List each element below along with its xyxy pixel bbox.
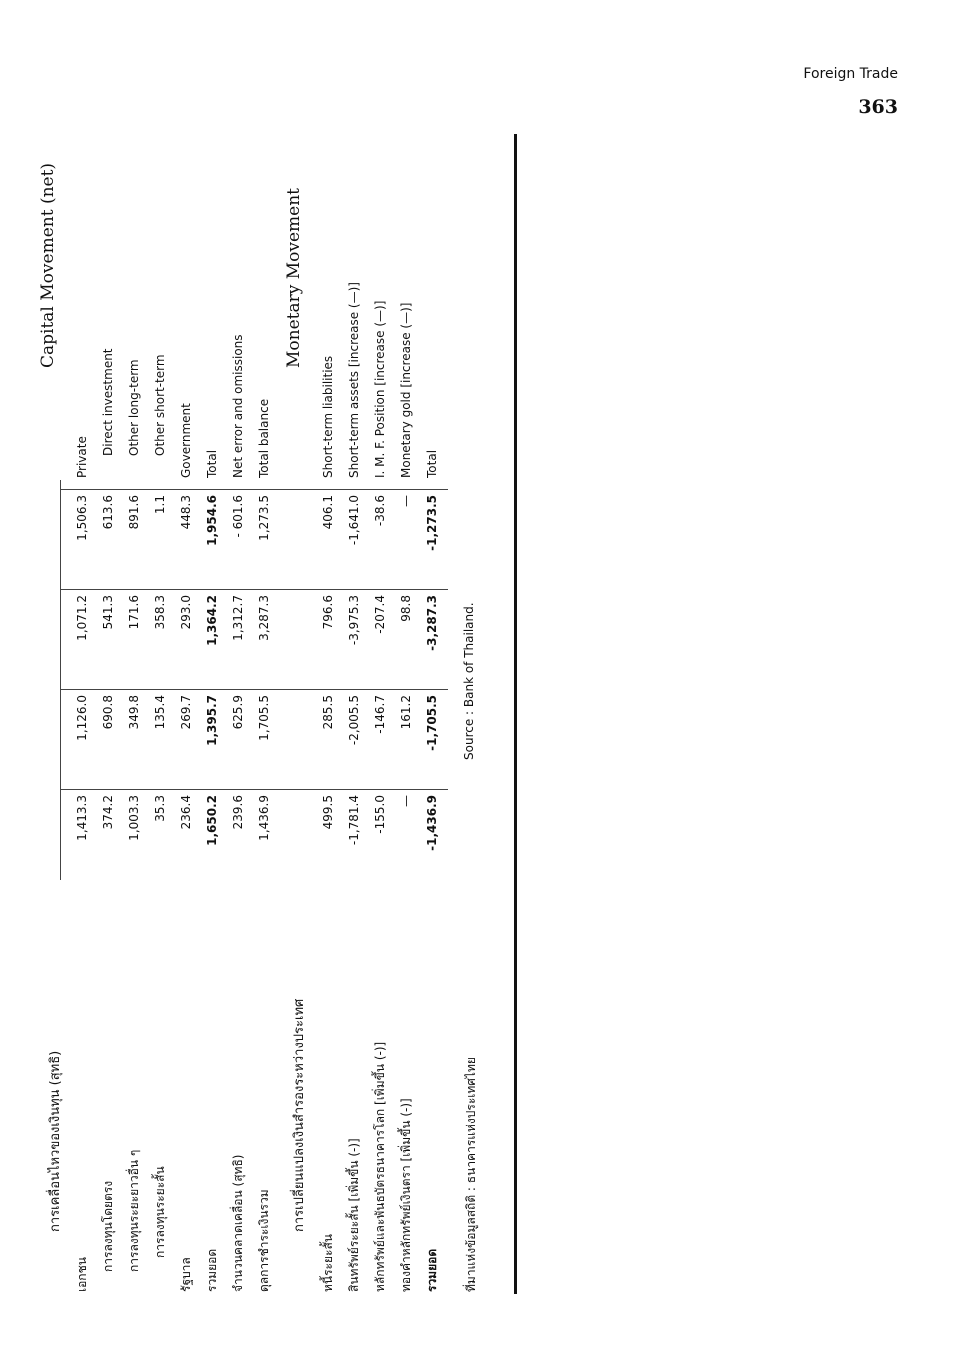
thai-row: การลงทุนระยะสั้น — [153, 1166, 167, 1258]
thai-row: จำนวนคลาดเคลื่อน (สุทธิ) — [231, 1154, 245, 1292]
cell: -38.6 — [373, 495, 387, 527]
cell: 625.9 — [231, 695, 245, 730]
cell: -155.0 — [373, 795, 387, 834]
cell: 285.5 — [321, 695, 335, 730]
cell: 1,071.2 — [75, 595, 89, 641]
table-rule — [60, 480, 61, 880]
eng-row: Total balance — [257, 398, 271, 478]
running-header: Foreign Trade — [803, 66, 898, 82]
cell: 1,395.7 — [205, 695, 219, 746]
cell: — — [399, 495, 413, 507]
cell: 1,364.2 — [205, 595, 219, 646]
rotated-table — [30, 140, 490, 1300]
cell: -3,975.3 — [347, 595, 361, 646]
cell: 1.1 — [153, 495, 167, 515]
thai-row: หลักทรัพย์และพันธบัตรธนาคารโลก [เพิ่มขึ้น (-)] — [373, 1041, 387, 1292]
thai-row: รวมยอด — [205, 1248, 219, 1292]
eng-row: Monetary gold [increase (—)] — [399, 302, 413, 478]
cell: - 601.6 — [231, 495, 245, 538]
cell: 1,954.6 — [205, 495, 219, 546]
cell: 1,003.3 — [127, 795, 141, 841]
cell: 293.0 — [179, 595, 193, 630]
cell: -1,641.0 — [347, 495, 361, 546]
cell: — — [399, 795, 413, 807]
cell: -207.4 — [373, 595, 387, 634]
source-thai: ที่มาแห่งข้อมูลสถิติ : ธนาคารแห่งประเทศไทย — [464, 1057, 478, 1292]
column-rule — [60, 689, 448, 690]
thai-row: ดุลการชำระเงินรวม — [257, 1189, 271, 1292]
eng-row: Total — [205, 449, 219, 478]
cell: -146.7 — [373, 695, 387, 734]
thai-row: การลงทุนระยะยาวอื่น ๆ — [127, 1149, 141, 1272]
cell: 161.2 — [399, 695, 413, 730]
eng-row: Other long-term — [127, 359, 141, 456]
capital-title-eng: Capital Movement (net) — [38, 162, 58, 368]
eng-row: Total — [425, 449, 439, 478]
monetary-title-thai: การเปลี่ยนแปลงเงินสำรองระหว่างประเทศ — [292, 998, 307, 1232]
column-rule — [60, 589, 448, 590]
cell: 358.3 — [153, 595, 167, 630]
cell: 541.3 — [101, 595, 115, 630]
cell: 1,312.7 — [231, 595, 245, 641]
cell: 891.6 — [127, 495, 141, 530]
cell: 499.5 — [321, 795, 335, 830]
cell: 1,705.5 — [257, 695, 271, 741]
eng-row: I. M. F. Position [increase (—)] — [373, 300, 387, 478]
cell: 236.4 — [179, 795, 193, 830]
thai-row: รวมยอด — [425, 1248, 439, 1292]
cell: 374.2 — [101, 795, 115, 830]
eng-row: Short-term assets [increase (—)] — [347, 282, 361, 478]
cell: 1,126.0 — [75, 695, 89, 741]
cell: 239.6 — [231, 795, 245, 830]
source-eng: Source : Bank of Thailand. — [462, 602, 476, 760]
cell: -1,273.5 — [425, 495, 439, 551]
column-rule — [60, 789, 448, 790]
cell: 690.8 — [101, 695, 115, 730]
bottom-rule — [514, 134, 517, 1294]
thai-row: สินทรัพย์ระยะสั้น [เพิ่มขึ้น (-)] — [347, 1138, 361, 1292]
eng-row: Short-term liabilities — [321, 355, 335, 478]
cell: 135.4 — [153, 695, 167, 730]
cell: 406.1 — [321, 495, 335, 530]
cell: 1,650.2 — [205, 795, 219, 846]
cell: -1,781.4 — [347, 795, 361, 846]
cell: 171.6 — [127, 595, 141, 630]
cell: 1,506.3 — [75, 495, 89, 541]
cell: 269.7 — [179, 695, 193, 730]
cell: 1,273.5 — [257, 495, 271, 541]
cell: -1,436.9 — [425, 795, 439, 851]
cell: 35.3 — [153, 795, 167, 822]
cell: 796.6 — [321, 595, 335, 630]
thai-row: หนี้ระยะสั้น — [321, 1233, 335, 1292]
column-rule — [60, 489, 448, 490]
cell: -1,705.5 — [425, 695, 439, 751]
eng-row: Other short-term — [153, 354, 167, 456]
cell: 98.8 — [399, 595, 413, 622]
cell: -3,287.3 — [425, 595, 439, 651]
cell: -2,005.5 — [347, 695, 361, 746]
monetary-title-eng: Monetary Movement — [284, 187, 304, 368]
capital-title-thai: การเคลื่อนไหวของเงินทุน (สุทธิ) — [48, 1050, 63, 1232]
thai-row: ทองคำหลักทรัพย์เงินตรา [เพิ่มขึ้น (-)] — [399, 1098, 413, 1292]
cell: 349.8 — [127, 695, 141, 730]
cell: 613.6 — [101, 495, 115, 530]
cell: 1,436.9 — [257, 795, 271, 841]
thai-row: การลงทุนโดยตรง — [101, 1180, 115, 1272]
cell: 448.3 — [179, 495, 193, 530]
thai-row: รัฐบาล — [179, 1257, 193, 1292]
eng-row: Government — [179, 403, 193, 478]
thai-row: เอกชน — [75, 1257, 89, 1292]
eng-row: Net error and omissions — [231, 334, 245, 478]
page-number: 363 — [858, 96, 898, 118]
cell: 3,287.3 — [257, 595, 271, 641]
eng-row: Private — [75, 436, 89, 478]
cell: 1,413.3 — [75, 795, 89, 841]
eng-row: Direct investment — [101, 348, 115, 456]
